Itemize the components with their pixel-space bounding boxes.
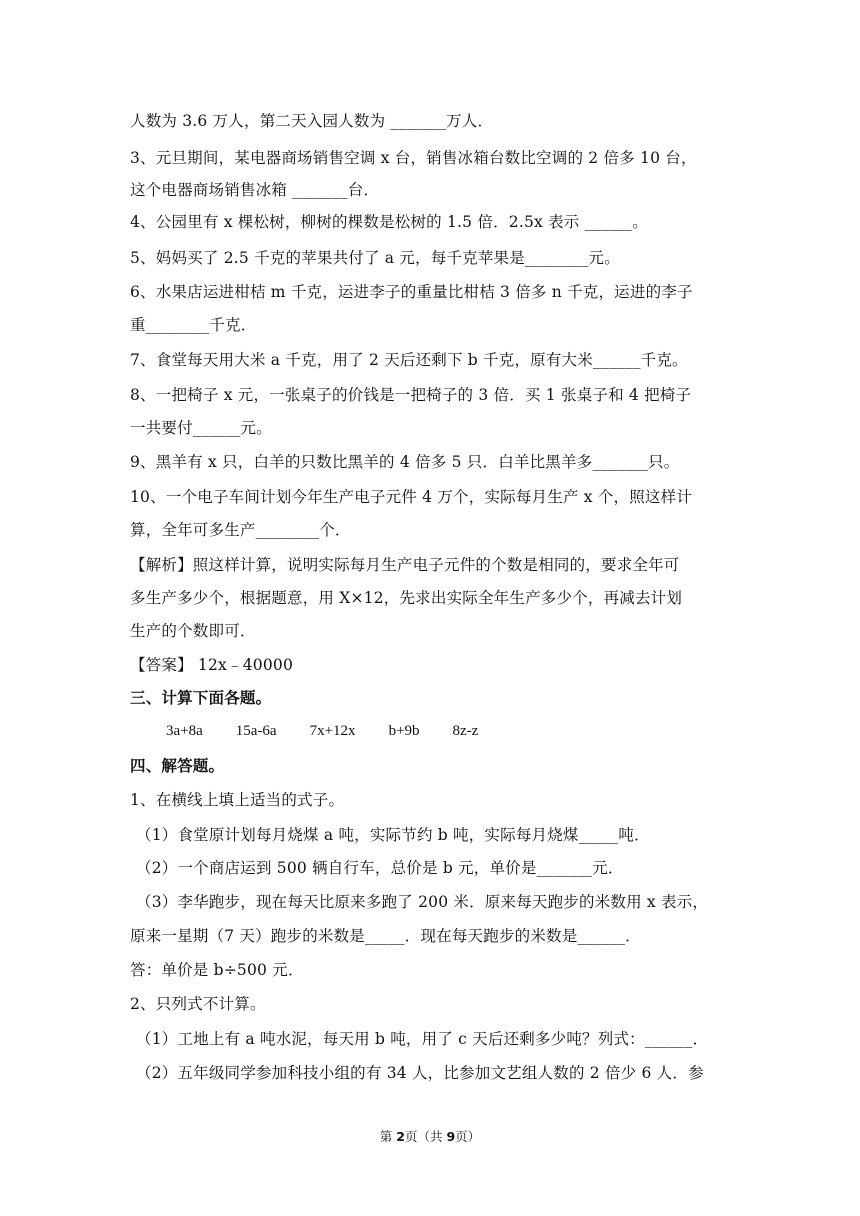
question-4: 4、公园里有 x 棵松树，柳树的棵数是松树的 1.5 倍．2.5x 表示 ______。 bbox=[130, 213, 649, 231]
calc-item: 7x+12x bbox=[309, 723, 356, 739]
calc-item: 8z-z bbox=[452, 723, 479, 739]
question-6-line-1: 6、水果店运进柑桔 m 千克，运进李子的重量比柑桔 3 倍多 n 千克，运进的李子 bbox=[130, 283, 693, 301]
footer-total-pages: 9 bbox=[446, 1129, 456, 1144]
question-7: 7、食堂每天用大米 a 千克，用了 2 天后还剩下 b 千克，原有大米______千克。 bbox=[130, 351, 688, 369]
question-8-line-1: 8、一把椅子 x 元，一张桌子的价钱是一把椅子的 3 倍．买 1 张桌子和 4 把椅子 bbox=[130, 386, 692, 404]
calc-item: b+9b bbox=[388, 723, 420, 739]
problem-1-part-1: （1）食堂原计划每月烧煤 a 吨，实际节约 b 吨，实际每月烧煤_____吨． bbox=[136, 826, 650, 844]
question-10-line-1: 10、一个电子车间计划今年生产电子元件 4 万个，实际每月生产 x 个，照这样计 bbox=[130, 488, 693, 506]
question-8-line-2: 一共要付______元。 bbox=[130, 419, 272, 437]
footer-page-number: 2 bbox=[396, 1129, 405, 1144]
section-3-heading: 三、计算下面各题。 bbox=[130, 688, 272, 707]
analysis-line-2: 多生产多少个，根据题意，用 X×12，先求出实际全年生产多少个，再减去计划 bbox=[130, 589, 683, 607]
analysis-line-1: 【解析】照这样计算，说明实际每月生产电子元件的个数是相同的，要求全年可 bbox=[130, 556, 680, 574]
problem-2-part-2: （2）五年级同学参加科技小组的有 34 人，比参加文艺组人数的 2 倍少 6 人．参 bbox=[136, 1064, 704, 1082]
answer-unit-price: 答：单价是 b÷500 元． bbox=[130, 961, 304, 979]
calc-items-row bbox=[166, 721, 511, 741]
text-line: 人数为 3.6 万人，第二天入园人数为 _______万人． bbox=[130, 112, 494, 130]
question-5: 5、妈妈买了 2.5 千克的苹果共付了 a 元，每千克苹果是________元。 bbox=[130, 249, 620, 267]
problem-2-part-1: （1）工地上有 a 吨水泥，每天用 b 吨，用了 c 天后还剩多少吨？列式：______． bbox=[136, 1030, 709, 1048]
problem-2-heading: 2、只列式不计算。 bbox=[130, 995, 266, 1013]
question-9: 9、黑羊有 x 只，白羊的只数比黑羊的 4 倍多 5 只．白羊比黑羊多_______只。 bbox=[130, 453, 680, 471]
calc-item: 15a-6a bbox=[235, 723, 277, 739]
problem-1-part-3-line-2: 原来一星期（7 天）跑步的米数是_____．现在每天跑步的米数是______． bbox=[130, 927, 641, 945]
footer-prefix: 第 bbox=[379, 1129, 397, 1144]
question-3-line-2: 这个电器商场销售冰箱 _______台． bbox=[130, 181, 380, 199]
question-6-line-2: 重________千克． bbox=[130, 316, 257, 334]
problem-1-part-3-line-1: （3）李华跑步，现在每天比原来多跑了 200 米．原来每天跑步的米数用 x 表示， bbox=[136, 893, 709, 911]
calc-item: 3a+8a bbox=[166, 723, 203, 739]
problem-1-part-2: （2）一个商店运到 500 辆自行车，总价是 b 元，单价是_______元． bbox=[136, 859, 624, 877]
footer-suffix: 页） bbox=[455, 1129, 481, 1144]
analysis-line-3: 生产的个数即可． bbox=[130, 622, 256, 640]
problem-1-heading: 1、在横线上填上适当的式子。 bbox=[130, 791, 345, 809]
answer-line: 【答案】 12x﹣40000 bbox=[130, 656, 293, 674]
footer-middle: 页（共 bbox=[404, 1129, 447, 1144]
section-4-heading: 四、解答题。 bbox=[130, 756, 225, 775]
question-10-line-2: 算，全年可多生产________个． bbox=[130, 521, 351, 539]
page-footer bbox=[0, 1129, 860, 1145]
question-3-line-1: 3、元旦期间，某电器商场销售空调 x 台，销售冰箱台数比空调的 2 倍多 10 台， bbox=[130, 149, 697, 167]
